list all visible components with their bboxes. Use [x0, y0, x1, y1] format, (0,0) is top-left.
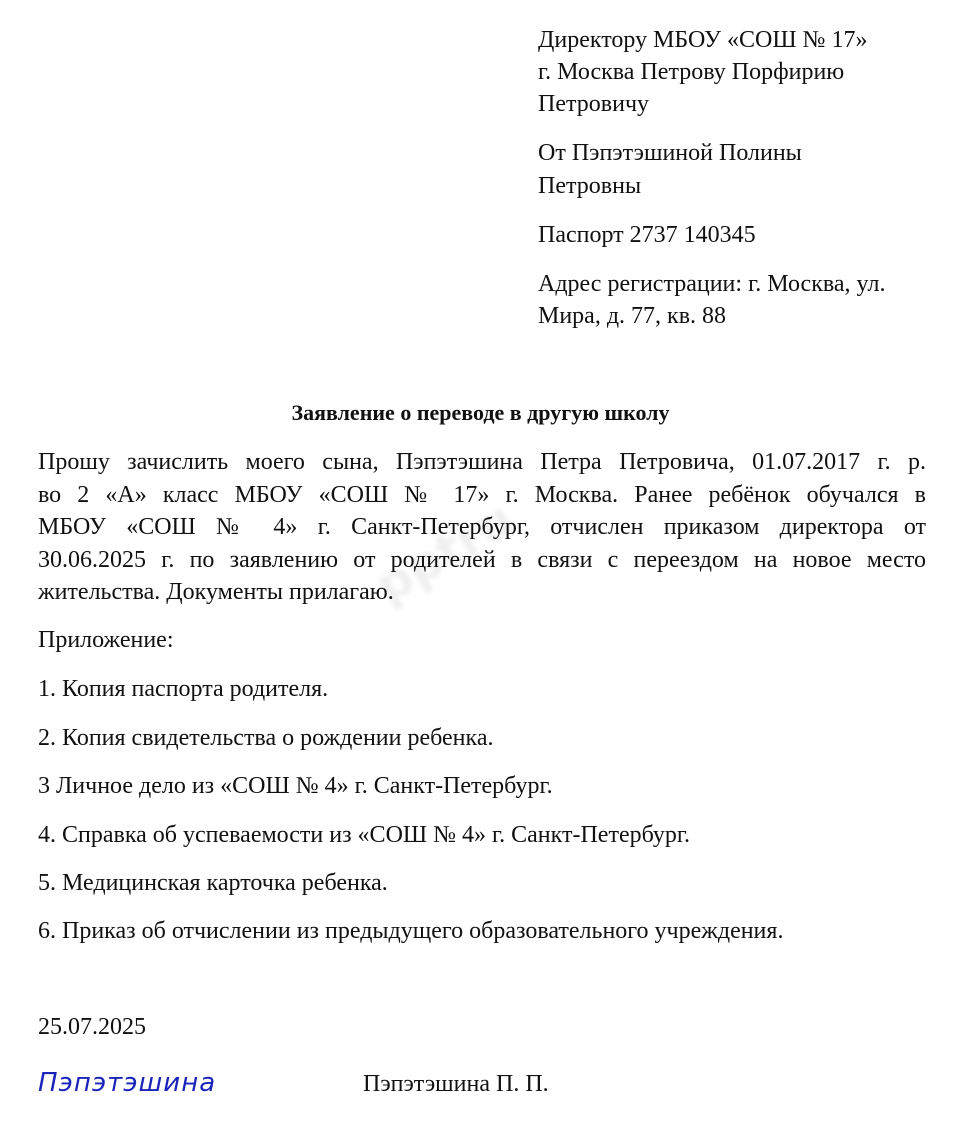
watermark: pptru	[366, 491, 524, 615]
attachment-item: 3 Личное дело из «СОШ № 4» г. Санкт-Петербург.	[38, 773, 553, 799]
attachment-item: 6. Приказ об отчислении из предыдущего образовательного учреждения.	[38, 918, 784, 944]
sender-line: Петровны	[538, 173, 642, 199]
attachment-item: 1. Копия паспорта родителя.	[38, 676, 329, 702]
signer-name: Пэпэтэшина П. П.	[363, 1071, 549, 1097]
attachment-item: 5. Медицинская карточка ребенка.	[38, 870, 388, 896]
body-line: Прошу зачислить моего сына, Пэпэтэшина Петра Петровича, 01.07.2017 г. р.	[38, 449, 926, 475]
address-line: Мира, д. 77, кв. 88	[538, 303, 727, 329]
body-line: МБОУ «СОШ № 4» г. Санкт-Петербург, отчислен приказом директора от	[38, 514, 926, 540]
attachments-label: Приложение:	[38, 627, 174, 653]
recipient-line: г. Москва Петрову Порфирию	[538, 59, 845, 85]
body-line: во 2 «А» класс МБОУ «СОШ № 17» г. Москва. Ранее ребёнок обучался в	[38, 481, 926, 508]
passport-line: Паспорт 2737 140345	[538, 222, 756, 248]
handwritten-signature: Пэпэтэшина	[38, 1068, 217, 1098]
body-line: жительства. Документы прилагаю.	[38, 579, 394, 605]
attachment-item: 4. Справка об успеваемости из «СОШ № 4» г. Санкт-Петербург.	[38, 822, 691, 848]
date: 25.07.2025	[38, 1014, 146, 1040]
address-line: Адрес регистрации: г. Москва, ул.	[538, 271, 886, 297]
recipient-line: Петровичу	[538, 91, 650, 117]
attachment-item: 2. Копия свидетельства о рождении ребенка.	[38, 725, 494, 751]
document-title: Заявление о переводе в другую школу	[291, 400, 670, 425]
body-line: 30.06.2025 г. по заявлению от родителей в связи с переездом на новое место	[38, 546, 926, 573]
recipient-line: Директору МБОУ «СОШ № 17»	[538, 27, 868, 53]
sender-line: От Пэпэтэшиной Полины	[538, 140, 802, 166]
